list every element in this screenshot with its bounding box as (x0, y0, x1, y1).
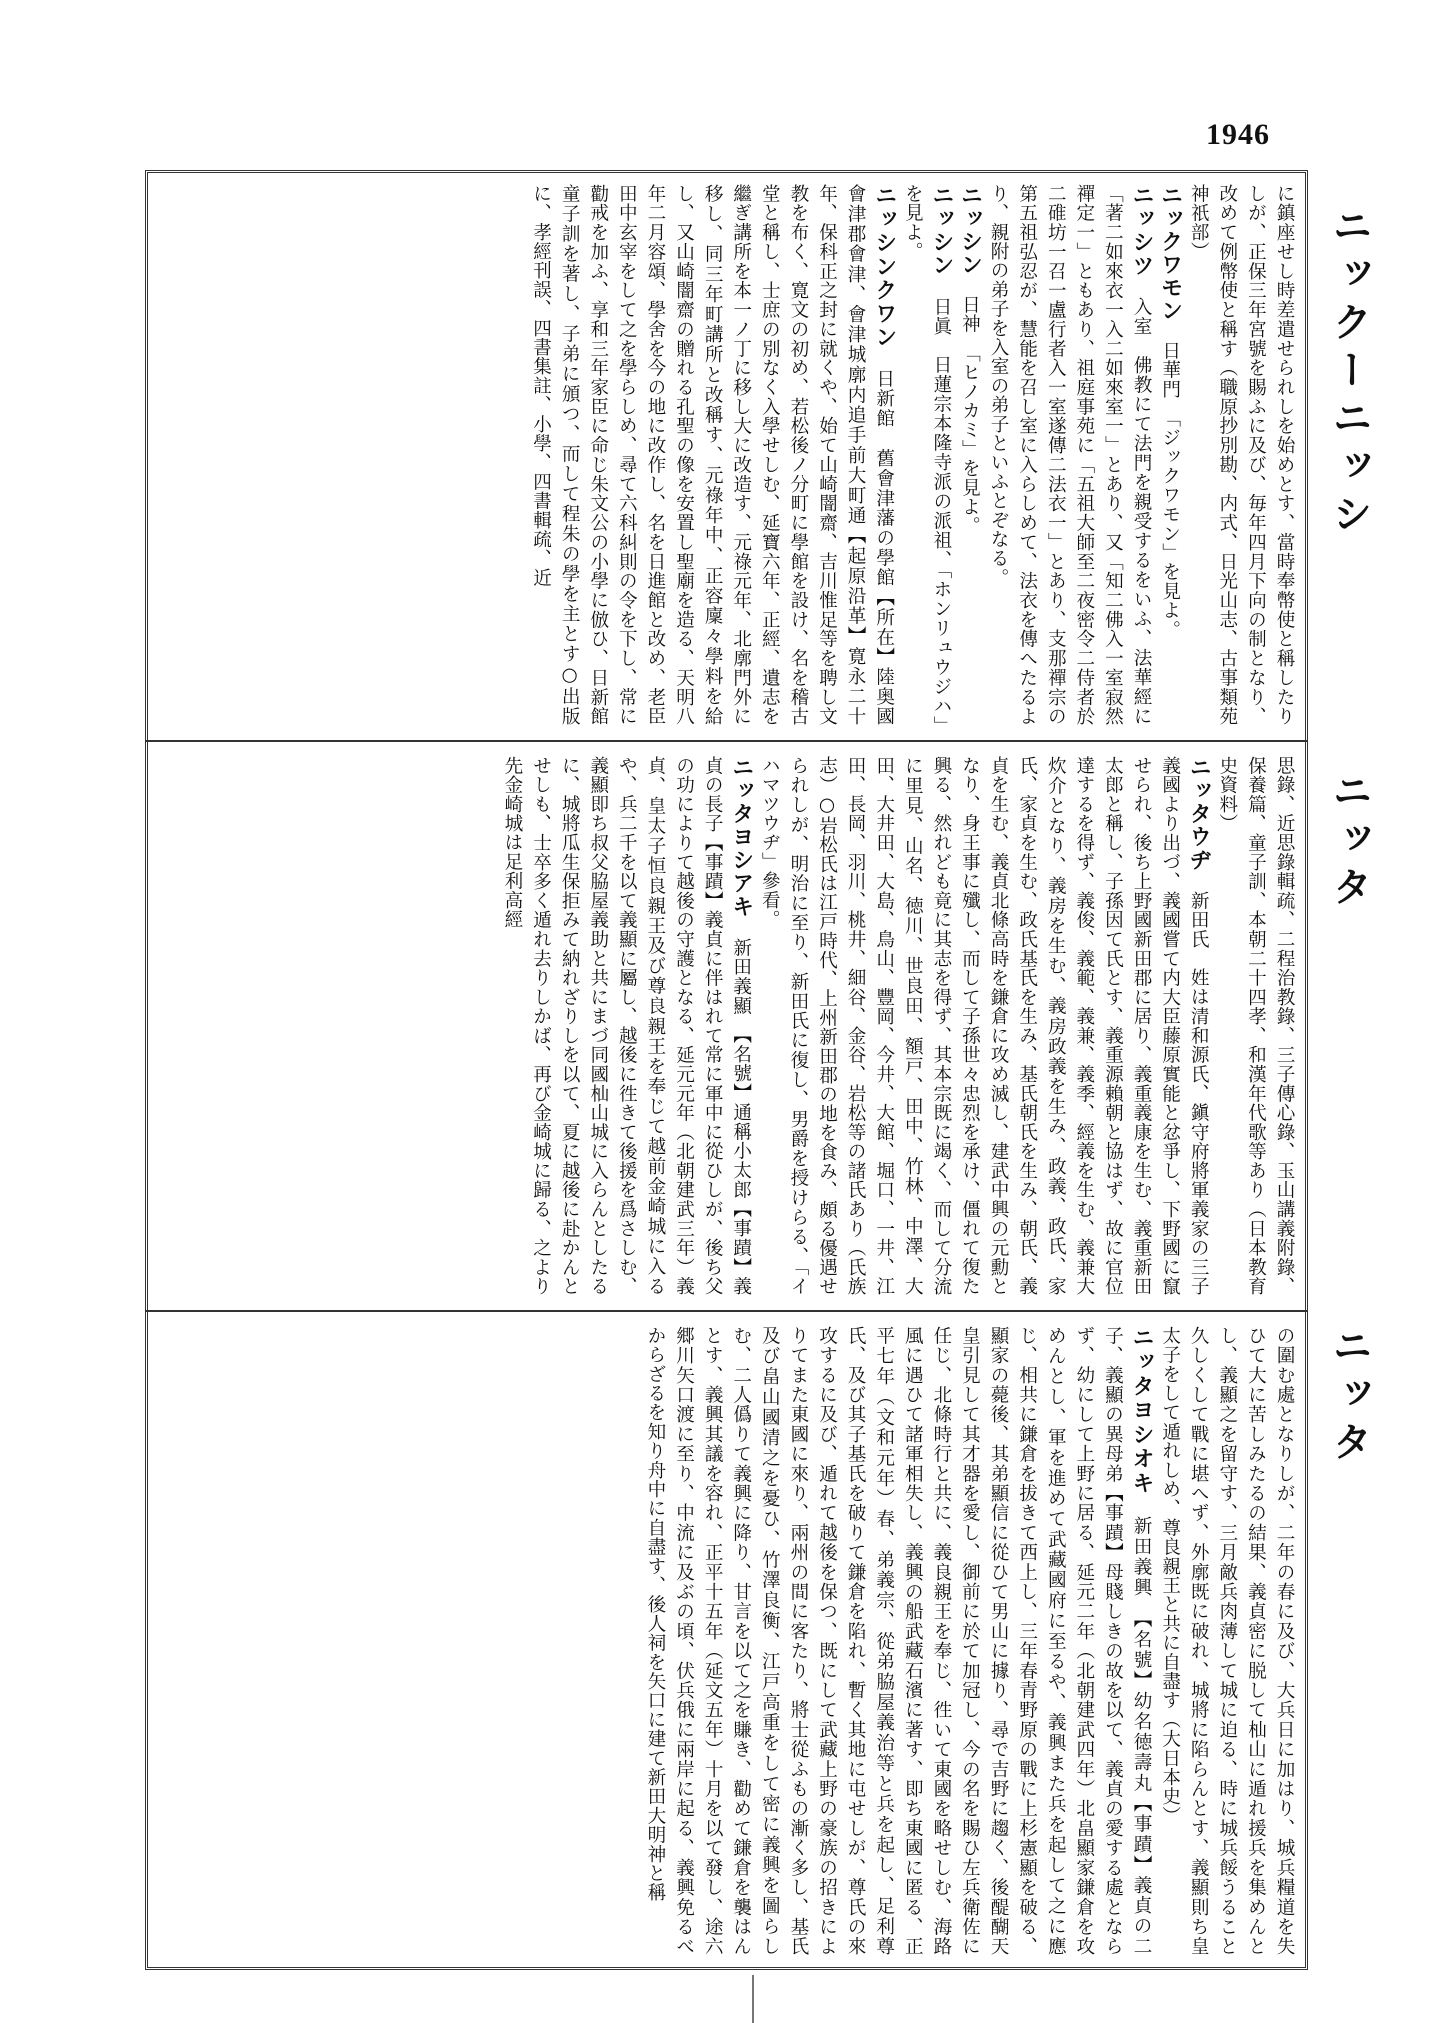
page-crease (752, 1975, 754, 2023)
entry-headword: ニックワモン (1157, 184, 1183, 322)
entry-headword: ニッタヨシアキ (728, 756, 754, 919)
page-number: 1946 (1206, 118, 1270, 151)
entry-gloss: 新田義顯 (730, 937, 752, 1015)
entry-body: 姓は清和源氏、鎭守府將軍義家の三子義國より出づ、義國嘗て内大臣藤原實能と忿爭し、下野國に竄せられ、後ち上野國新田郡に居り、義重義康を生む、義重新田太郎と稱し、子孫因て氏とす、義重源賴朝と協はず、故に官位達するを得ず、義俊、義範、義兼、義季、經義を生む、義兼大炊介となり、義房を生む、義房政義を生み、政義、政氏、家氏、家貞を生む、政氏基氏を生み、基氏朝氏を生み、朝氏、義貞を生む、義貞北條高時を鎌倉に攻め滅し、建武中興の元勳となり、身王事に殲し、而して子孫世々忠烈を承け、僵れて復た興る、然れども竟に其志を得ず、其本宗既に竭く、而して分流に里見、山名、徳川、世良田、額戸、田中、竹林、中澤、大田、大井田、大島、鳥山、豐岡、今井、大館、堀口、一井、江田、長岡、羽川、桃井、細谷、金谷、岩松等の諸氏あり（氏族志）○岩松氏は江戸時代、上州新田郡の地を食み、頗る優遇せられしが、明治に至り、新田氏に復し、男爵を授けらる、「イハマツウヂ」參看。 (759, 756, 1210, 1296)
entry-body: 「ヒノカミ」を見よ。 (959, 352, 981, 536)
entry-gloss: 新田義興 (1131, 1516, 1153, 1599)
entry-body: 日蓮宗本隆寺派の派祖、「ホンリュウジハ」を見よ。 (902, 184, 952, 726)
entry-body: 舊會津藩の學館【所在】陸奥國會津郡會津、會津城廓内追手前大町通【起原沿革】寛永二十年、保科正之封に就くや、始て山崎闇齋、吉川惟足等を聘し文教を布く、寛文の初め、若松後ノ分町に學館を設け、名を稽古堂と稱し、士庶の別なく入學せしむ、延寶六年、正經、遺志を繼ぎ講所を本一ノ丁に移し大に改造す、元祿元年、北廓門外に移し、同三年町講所と改稱す、元祿年中、正容廩々學料を給し、又山崎闇齋の贈れる孔聖の像を安置し聖廟を造る、天明八年二月容頌、學舍を今の地に改作し、名を日進館と改め、老臣田中玄宰をして之を學らしめ、尋て六科糾則の令を下し、常に勸戒を加ふ、享和三年家臣に命じ朱文公の小學に倣ひ、日新館童子訓を著し、子弟に頒つ、而して程朱の學を主とす○出版に、孝經刊誤、四書集註、小學、四書輯疏、近 (530, 184, 895, 726)
entry-gloss: 日神 (959, 295, 981, 334)
entry-gloss: 日眞 (930, 296, 952, 336)
entry-gloss: 新田氏 (1188, 890, 1210, 949)
entry-gloss: 日華門 (1159, 341, 1181, 399)
entry-gloss: 入室 (1131, 296, 1153, 336)
entry-headword: ニッシンクワン (871, 184, 897, 350)
entry-body: 【名號】幼名徳壽丸【事蹟】義貞の二子、義顯の異母弟【事蹟】母賤しきの故を以て、義貞の愛する處とならず、幼にして上野に居る、延元二年（北朝建武四年）北畠顯家鎌倉を攻めんとし、軍を進めて武藏國府に至るや、義興また兵を起して之に應じ、相共に鎌倉を拔きて西上し、三年春青野原の戰に上杉憲顯を破る、顯家の薨後、其弟顯信に從ひて男山に據り、尋で吉野に趨く、後醍醐天皇引見して其才器を愛し、御前に於て加冠し、今の名を賜ひ左兵衛佐に任じ、北條時行と共に、義良親王を奉じ、徃いて東國を略せしむ、海路風に遇ひて諸軍相失し、義興の船武藏石濱に著す、即ち東國に匿る、正平七年（文和元年）春、弟義宗、從弟脇屋義治等と兵を起し、足利尊氏、及び其子基氏を破りて鎌倉を陷れ、暫く其地に屯せしが、尊氏の來攻するに及び、遁れて越後を保つ、既にして武藏上野の豪族の招きによりてまた東國に來り、兩州の間に客たり、將士從ふもの漸く多し、基氏及び畠山國清之を憂ひ、竹澤良衡、江戸高重をして密に義興を圖らしむ、二人僞りて義興に降り、甘言を以て之を賺き、勸めて鎌倉を襲はんとす、義興其議を容れ、正平十五年（延文五年）十月を以て發し、途六郷川矢口渡に至り、中流に及ぶの頃、伏兵俄に兩岸に起る、義興免るべからざるを知り舟中に自盡す、後人祠を矢口に建て新田大明神と稱 (644, 1326, 1153, 1956)
entry-headword: ニッシツ (1129, 184, 1155, 278)
entry-gloss: 日新館 (873, 369, 895, 429)
entry (1155, 184, 1184, 726)
paragraph: の圍む處となりしが、二年の春に及び、大兵日に加はり、城兵糧道を失ひて大に苦しみたるの結果、義貞密に脱して杣山に遁れ援兵を集めんとし、義顯之を留守す、三月敵兵肉薄して城に迫る、時に城兵餒うること久しくして戰に堪へず、外廓既に破れ、城將に陷らんとす、義顯則ち皇太子をして遁れしめ、尊良親王と共に自盡す（大日本史） (1159, 1326, 1295, 1956)
entry (983, 184, 1155, 726)
entry-headword: ニッタウヂ (1186, 756, 1212, 872)
section-middle (145, 740, 1308, 1310)
side-label-range: ニックーニッシ (1326, 205, 1372, 541)
entry-headword: ニッタヨシオキ (1129, 1326, 1155, 1496)
entry (640, 1326, 1155, 1956)
entry-body: 【名號】通稱小太郎【事蹟】義貞の長子【事蹟】義貞に伴はれて常に軍中に從ひしが、後ち父の功によりて越後の守護となる、延元元年（北朝建武三年）義貞、皇太子恒良親王及び尊良親王を奉じて越前金崎城に入るや、兵二千を以て義顯に屬し、越後に徃きて後援を爲さしむ、義顯即ち叔父脇屋義助と共にまづ同國杣山城に入らんとしたるに、城將瓜生保拒みて納れざりしを以て、夏に越後に赴かんとせしも、士卒多く遁れ去りしかば、再び金崎城に歸る、之より先金崎城は足利高經 (501, 756, 752, 1296)
paragraph: に鎮座せし時差遣せられしを始めとす、當時奉幣使と稱したりしが、正保三年宮號を賜ふに及び、毎年四月下向の制となり、改めて例幣使と稱す（職原抄別勘、内式、日光山志、古事類苑神祇部） (1188, 184, 1295, 726)
entry-body: 佛教にて法門を親受するをいふ、法華經に「著二如來衣一入二如來室一」とあり、又「知二佛入一室寂然禪定一」ともあり、祖庭事苑に「五祖大師至二夜密令二侍者於二碓坊一召一盧行者入一室遂傳二法衣一」とあり、支那禪宗の第五祖弘忍が、慧能を召し室に入らしめて、法衣を傳へたるより、親附の弟子を入室の弟子といふとぞなる。 (988, 184, 1153, 726)
paragraph: 思錄、近思錄輯疏、二程治教錄、三子傳心錄、玉山講義附錄、保養篇、童子訓、本朝二十四孝、和漢年代歌等あり（日本教育史資料） (1216, 756, 1295, 1296)
section-top-text (155, 184, 1298, 726)
section-bottom-text (155, 1326, 1298, 1956)
entry (497, 756, 754, 1296)
side-label-bottom: ニッタ (1326, 1325, 1372, 1469)
entry (955, 184, 984, 726)
entry (898, 184, 955, 726)
section-middle-text (155, 756, 1298, 1296)
entry (526, 184, 898, 726)
section-bottom (145, 1310, 1308, 1970)
entry-body: 「ジックワモン」を見よ。 (1159, 418, 1181, 640)
entry-headword: ニッシン (928, 184, 954, 278)
entry (755, 756, 1213, 1296)
side-label-middle: ニッタ (1326, 770, 1372, 914)
entry-headword: ニッシン (957, 184, 983, 276)
section-top (145, 170, 1308, 740)
